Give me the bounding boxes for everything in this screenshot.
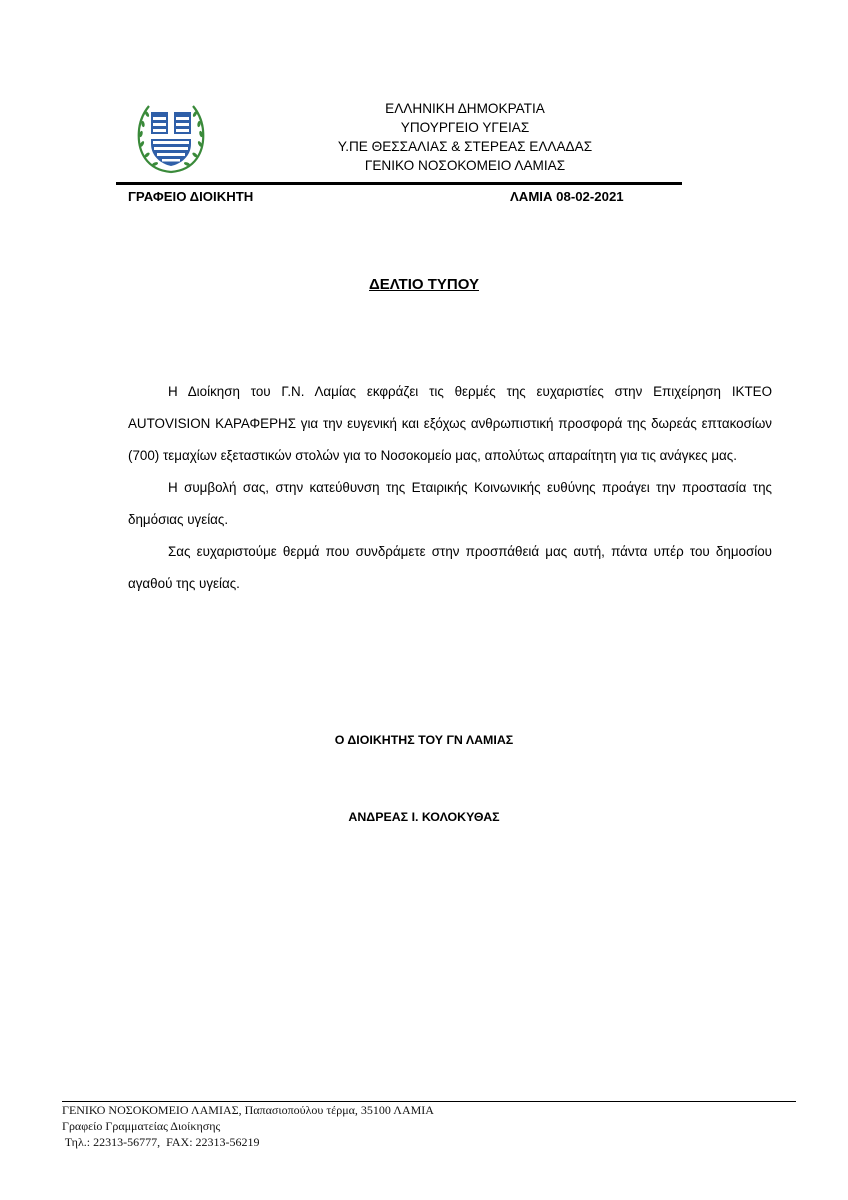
signature-role: Ο ΔΙΟΙΚΗΤΗΣ ΤΟΥ ΓΝ ΛΑΜΙΑΣ [334,733,514,747]
place-date: ΛΑΜΙΑ 08-02-2021 [510,189,624,204]
letterhead-line-ministry: ΥΠΟΥΡΓΕΙΟ ΥΓΕΙΑΣ [400,120,530,135]
letterhead [300,99,630,175]
office-label: ΓΡΑΦΕΙΟ ΔΙΟΙΚΗΤΗ [128,189,254,204]
body-paragraph: Η συμβολή σας, στην κατεύθυνση της Εταιρικής Κοινωνικής ευθύνης προάγει την προστασία της δημόσιας υγείας. [128,480,772,527]
letterhead-line-hospital: ΓΕΝΙΚΟ ΝΟΣΟΚΟΜΕΙΟ ΛΑΜΙΑΣ [364,158,566,173]
document-body [128,376,772,600]
footer-address: ΓΕΝΙΚΟ ΝΟΣΟΚΟΜΕΙΟ ΛΑΜΙΑΣ, Παπασιοπούλου τέρμα, 35100 ΛΑΜΙΑ [62,1103,434,1117]
letterhead-line-republic: ΕΛΛΗΝΙΚΗ ΔΗΜΟΚΡΑΤΙΑ [385,101,545,116]
footer-contact: Τηλ.: 22313-56777, FAX: 22313-56219 [62,1135,260,1149]
letterhead-line-region: Υ.ΠΕ ΘΕΣΣΑΛΙΑΣ & ΣΤΕΡΕΑΣ ΕΛΛΑΔΑΣ [337,139,593,154]
footer [62,1102,434,1150]
greek-emblem-icon [133,100,209,176]
body-paragraph: Σας ευχαριστούμε θερμά που συνδράμετε στην προσπάθειά μας αυτή, πάντα υπέρ του δημοσίου αγαθού της υγείας. [128,544,772,591]
header-divider [116,182,682,185]
footer-office: Γραφείο Γραμματείας Διοίκησης [62,1119,221,1133]
body-paragraph: Η Διοίκηση του Γ.Ν. Λαμίας εκφράζει τις θερμές της ευχαριστίες στην Επιχείρηση ΙΚΤΕΟ AUTOVISION ΚΑΡΑΦΕΡΗΣ για την ευγενική και εξόχως ανθρωπιστική προσφορά της δωρεάς επτακοσίων (700) τεμαχίων εξεταστικών στολών για το Νοσοκομείο μας, απολύτως απαραίτητη για τις ανάγκες μας. [128,384,772,463]
signature-name: ΑΝΔΡΕΑΣ Ι. ΚΟΛΟΚΥΘΑΣ [348,810,500,824]
document-title: ΔΕΛΤΙΟ ΤΥΠΟΥ [369,276,479,293]
